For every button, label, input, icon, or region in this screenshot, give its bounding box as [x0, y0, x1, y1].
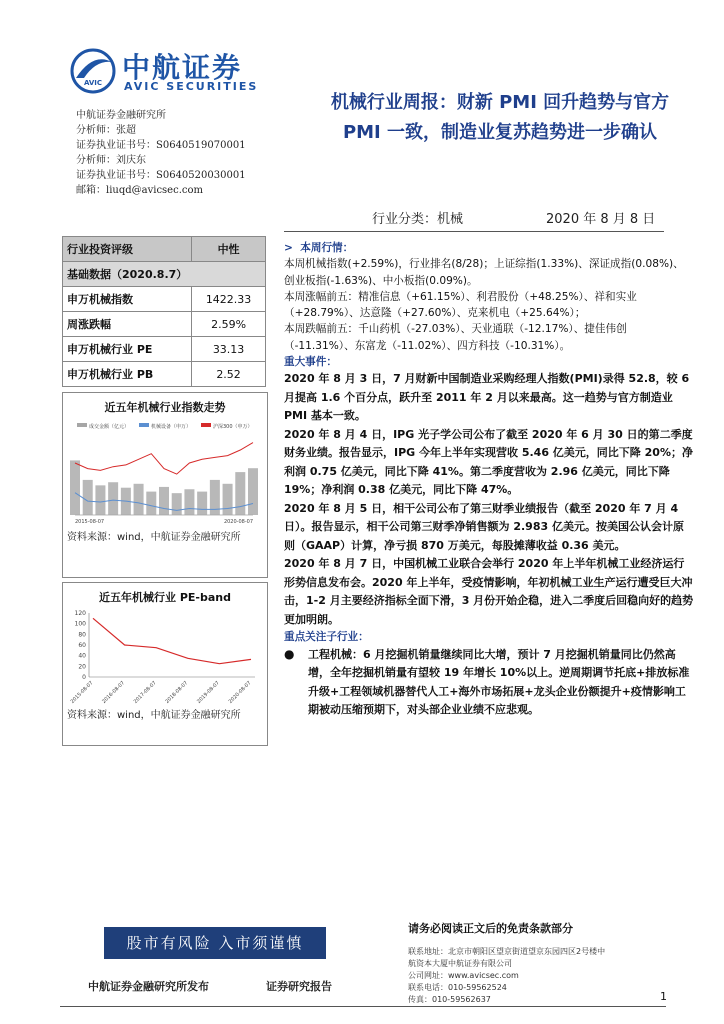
turnover-bar: [83, 480, 93, 515]
turnover-bar: [108, 482, 118, 515]
y-tick-label: 40: [78, 652, 86, 660]
turnover-bar: [172, 493, 182, 515]
publisher-label: 中航证券金融研究所发布: [88, 980, 209, 993]
analyst-info-line: 中航证券金融研究所: [76, 110, 166, 121]
row-name: 周涨跌幅: [63, 312, 192, 337]
logo-english-name: AVIC SECURITIES: [124, 80, 259, 93]
y-tick-label: 20: [78, 663, 86, 671]
row-value: 33.13: [192, 337, 266, 362]
report-type-label: 证券研究报告: [266, 980, 332, 993]
analyst-info-line: 分析师：刘庆东: [76, 155, 146, 166]
report-body: [284, 240, 694, 720]
report-date: 2020 年 8 月 8 日: [546, 212, 656, 227]
disclaimer-notice: 请务必阅读正文后的免责条款部分: [408, 922, 573, 935]
x-tick-label-end: 2020-08-07: [223, 519, 253, 525]
row-name: 申万机械行业 PE: [63, 337, 192, 362]
weekly-title: 本周行情：: [300, 242, 354, 254]
x-tick-label: 2016-08-07: [101, 680, 127, 705]
legend-label: 沪深300（申万）: [213, 424, 253, 430]
contact-info: [408, 946, 648, 1006]
basic-data-row: [63, 262, 266, 287]
legend-swatch: [139, 423, 149, 427]
turnover-bar: [146, 492, 156, 515]
y-tick-label: 120: [74, 610, 86, 617]
y-tick-label: 0: [82, 674, 86, 681]
turnover-bar: [248, 468, 258, 515]
row-value: 2.52: [192, 362, 266, 387]
analyst-info-line: 证券执业证书号：S0640520030001: [76, 170, 246, 181]
event-paragraph: 2020 年 8 月 5 日，相干公司公布了第三财季业绩报告（截至 2020 年 7 月 4 日）。报告显示，相干公司第三财季净销售额为 2.983 亿美元。按美国公认会计原则（GAAP）计算，净亏损 870 万美元，每股摊薄收益 0.36 美元。: [284, 501, 684, 552]
pe-line: [93, 618, 251, 663]
table-row: [63, 312, 266, 337]
report-title: [300, 88, 700, 148]
contact-line: 航资本大厦中航证券有限公司: [408, 959, 512, 968]
rating-label: 行业投资评级: [63, 237, 192, 262]
chart2-source: 资料来源：wind，中航证券金融研究所: [67, 710, 241, 721]
focus-item: [284, 646, 694, 720]
y-tick-label: 80: [78, 631, 86, 639]
event-paragraph: 2020 年 8 月 7 日，中国机械工业联合会举行 2020 年上半年机械工业经济运行形势信息发布会。2020 年上半年，受疫情影响，年初机械工业生产运行遭受巨大冲击，1-2 月主要经济指标全面下滑，3 月份开始企稳，进入二季度后回稳向好的趋势更加明朗。: [284, 557, 694, 626]
row-value: 1422.33: [192, 287, 266, 312]
legend-swatch: [77, 423, 87, 427]
legend-label: 成交金额（亿元）: [89, 424, 130, 430]
risk-warning-banner: 股市有风险 入市须谨慎: [104, 927, 326, 959]
row-name: 申万机械指数: [63, 287, 192, 312]
turnover-bar: [95, 485, 105, 515]
pe-band-chart-box: [62, 582, 268, 746]
report-title-line-2: PMI 一致，制造业复苏趋势进一步确认: [342, 122, 658, 143]
chart1-title: 近五年机械行业指数走势: [104, 401, 226, 414]
row-name: 申万机械行业 PB: [63, 362, 192, 387]
x-tick-label-start: 2015-08-07: [75, 519, 105, 525]
turnover-bar: [197, 492, 207, 515]
contact-line: 联系电话：010-59562524: [408, 983, 507, 992]
chart1-source: 资料来源：wind，中航证券金融研究所: [67, 532, 241, 543]
table-row: [63, 337, 266, 362]
analyst-info-line: 分析师：张超: [76, 125, 136, 136]
industry-category: 行业分类：机械: [372, 212, 464, 227]
legend-swatch: [201, 423, 211, 427]
x-tick-label: 2017-08-07: [132, 680, 158, 705]
analyst-info: [76, 108, 246, 198]
focus-item-text: 工程机械：6 月挖掘机销量继续同比大增，预计 7 月挖掘机销量同比仍然高增，全年挖掘机销量有望较 19 年增长 10%以上。逆周期调节托底+排放标准升级+工程领域机器替代人工+海外市场拓展+龙头企业份额提升+疫情影响工期被动压缩预期下，对头部企业业绩不应悲观。: [308, 647, 690, 717]
logo-emblem-text: AVIC: [83, 79, 103, 87]
turnover-bar: [184, 489, 194, 515]
index-trend-chart: [69, 419, 259, 531]
y-tick-label: 100: [74, 620, 86, 628]
rating-row: [63, 237, 266, 262]
contact-line: 联系地址：北京市朝阳区望京街道望京东园四区2号楼中: [408, 947, 606, 956]
pe-band-chart: [69, 607, 259, 709]
weekly-line: 本周机械指数(+2.59%)，行业排名(8/28)；上证综指(1.33%)、深证成指(0.08%)、创业板指(-1.63%)、中小板指(0.09%)。: [284, 258, 684, 287]
turnover-bar: [223, 484, 233, 515]
weekly-line: 本周跌幅前五：千山药机（-27.03%）、天业通联（-12.17%）、捷佳伟创（-11.31%）、东富龙（-11.02%）、四方科技（-10.31%）。: [284, 323, 627, 352]
legend-label: 机械设备（申万）: [151, 424, 192, 430]
contact-line: 公司网址：www.avicsec.com: [408, 971, 519, 980]
x-tick-label: 2015-08-07: [69, 680, 95, 705]
turnover-bar: [159, 487, 169, 515]
x-tick-label: 2019-08-07: [196, 680, 221, 705]
analyst-info-line: 证券执业证书号：S0640519070001: [76, 140, 246, 151]
page-number: 1: [660, 990, 667, 1003]
basic-data-table: [62, 236, 266, 387]
focus-title: 重点关注子行业：: [284, 631, 369, 644]
weekly-section-title: > 本周行情：: [284, 242, 354, 254]
y-tick-label: 60: [78, 642, 86, 649]
footer-divider: [60, 1006, 666, 1007]
event-paragraph: 2020 年 8 月 4 日，IPG 光子学公司公布了截至 2020 年 6 月 30 日的第二季度财务业绩。报告显示，IPG 今年上半年实现营收 5.46 亿美元，同比下降 20%；净利润 0.75 亿美元，同比下降 41%。第二季度营收为 2.96 亿美元，同比下降 19%；净利润 0.38 亿美元，同比下降 47%。: [284, 427, 693, 497]
analyst-email: 邮箱：liuqd@avicsec.com: [76, 185, 203, 196]
report-title-line-1: 机械行业周报：财新 PMI 回升趋势与官方: [330, 92, 670, 113]
turnover-bar: [235, 472, 245, 515]
chart2-title: 近五年机械行业 PE-band: [99, 591, 231, 604]
event-paragraph: 2020 年 8 月 3 日，7 月财新中国制造业采购经理人指数(PMI)录得 52.8，较 6 月提高 1.6 个百分点，跃升至 2011 年 2 月以来最高。这一趋势与官方制造业 PMI 基本一致。: [284, 372, 690, 423]
turnover-bar: [70, 460, 80, 515]
row-value: 2.59%: [192, 312, 266, 337]
turnover-bar: [134, 484, 144, 515]
bullet-icon: ●: [284, 646, 295, 661]
events-title: 重大事件：: [284, 356, 337, 369]
table-row: [63, 287, 266, 312]
avic-logo-emblem-icon: [70, 48, 116, 94]
header-divider: [284, 231, 664, 232]
rating-value: 中性: [192, 237, 266, 262]
x-tick-label: 2018-08-07: [164, 680, 190, 705]
table-row: [63, 362, 266, 387]
weekly-line: 本周涨幅前五：精准信息（+61.15%）、利君股份（+48.25%）、祥和实业（+28.79%）、达意隆（+27.60%）、克来机电（+25.64%）；: [284, 290, 637, 320]
index-trend-chart-box: [62, 392, 268, 578]
contact-line: 传真：010-59562637: [408, 995, 491, 1004]
logo-chinese-name: 中航证券: [122, 51, 243, 84]
x-tick-label: 2020-08-07: [227, 680, 253, 705]
csi300-index-line: [75, 443, 253, 475]
basic-data-label: 基础数据（2020.8.7）: [63, 262, 266, 287]
